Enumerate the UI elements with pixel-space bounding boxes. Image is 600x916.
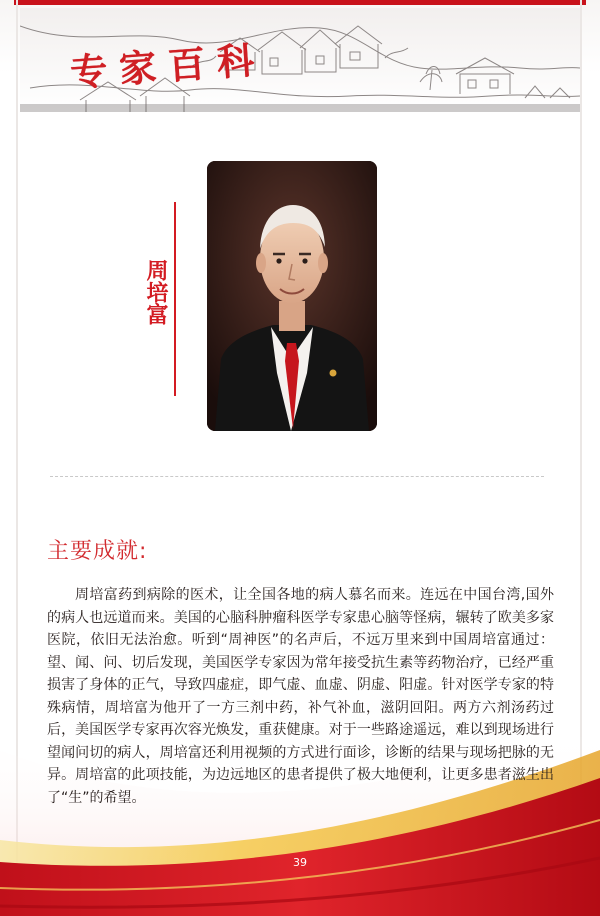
top-red-edge [14,0,586,5]
name-accent-rule [174,202,176,396]
expert-name: 周培富 [143,259,169,325]
achievements-paragraph: 周培富药到病除的医术，让全国各地的病人慕名而来。连远在中国台湾,国外的病人也远道而来。美国的心脑科肿瘤科医学专家患心脑等怪病，辗转了欧美多家医院，依旧无法治愈。听到“周神医”的名声后，不远万里来到中国周培富通过：望、闻、问、切后发现，美国医学专家因为常年接受抗生素等药物治疗，已经严重损害了身体的正气，导致四虚症，即气虚、血虚、阴虚、阳虚。针对医学专家的特殊病情，周培富为他开了一方三剂中药，补气补血，滋阴回阳。两方六剂汤药过后，美国医学专家再次容光焕发，重获健康。对于一些路途遥远，难以到现场进行望闻问切的病人，周培富还利用视频的方式进行面诊，诊断的结果与现场把脉的无异。周培富的此项技能，为边远地区的患者提供了极大地便利，让更多患者滋生出了“生”的希望。 [47,587,554,806]
dotted-divider [50,476,544,477]
achievements-heading: 主要成就: [47,539,148,564]
header-banner [20,8,580,112]
portrait-photo [207,161,377,431]
page-number: 39 [293,856,307,869]
portrait-photo-icon [207,161,377,431]
section-title: 专家百科 [68,37,268,95]
